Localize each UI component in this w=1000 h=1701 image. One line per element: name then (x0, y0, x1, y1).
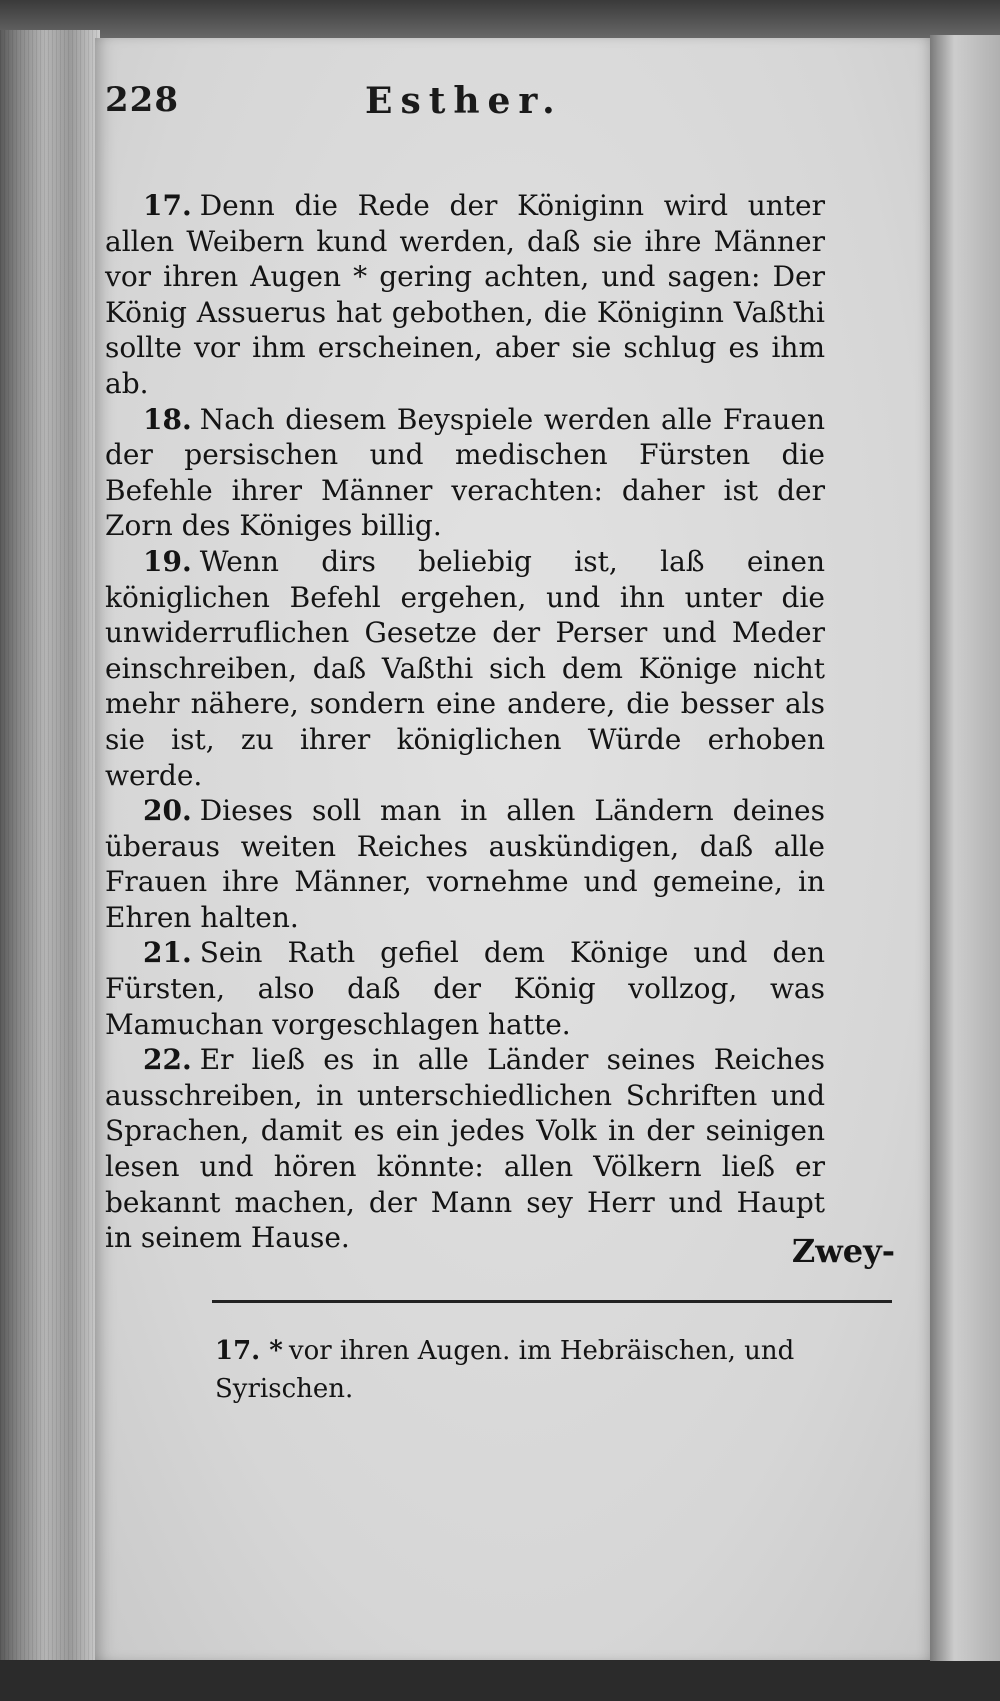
verse-number: 19. (143, 544, 192, 578)
page-body (105, 188, 825, 1256)
footnote (215, 1332, 895, 1408)
verse-text: Nach diesem Beyspiele werden alle Frauen der persischen und medischen Fürsten die Befehle ihrer Männer verachten: daher ist der Zorn des Königes billig. (105, 402, 825, 543)
verse-text: Er ließ es in alle Länder seines Reiches ausschreiben, in unterschiedlichen Schriften und Sprachen, damit es ein jedes Volk in der seinigen lesen und hören könnte: allen Völkern ließ er bekannt machen, der Mann sey Herr und Haupt in seinem Hause. (105, 1043, 825, 1255)
verse-17 (105, 188, 825, 402)
verse-number: 21. (143, 936, 192, 970)
book-page-stack-edge (0, 30, 100, 1660)
facing-page-edge (930, 35, 1000, 1675)
page-header (105, 80, 825, 130)
footnote-reference: 17. * (215, 1336, 283, 1366)
verse-21 (105, 935, 825, 1042)
footnote-text: vor ihren Augen. im Hebräischen, und Syrischen. (215, 1336, 795, 1404)
verse-20 (105, 793, 825, 935)
verse-18 (105, 402, 825, 544)
verse-number: 18. (143, 402, 192, 436)
verse-text: Denn die Rede der Königinn wird unter allen Weibern kund werden, daß sie ihre Männer vor ihren Augen * gering achten, und sagen: Der König Assuerus hat gebothen, die Königinn Vaßthi sollte vor ihm erscheinen, aber sie schlug es ihm ab. (105, 189, 825, 400)
verse-19 (105, 544, 825, 793)
verse-number: 17. (143, 189, 192, 222)
verse-22 (105, 1042, 825, 1256)
scan-bottom-edge (0, 1661, 1000, 1701)
verse-text: Sein Rath gefiel dem Könige und den Fürsten, also daß der König vollzog, was Mamuchan vorgeschlagen hatte. (105, 936, 825, 1041)
footnote-rule (212, 1300, 892, 1303)
verse-number: 22. (143, 1043, 192, 1077)
scan-top-edge (0, 0, 1000, 40)
verse-text: Wenn dirs beliebig ist, laß einen königlichen Befehl ergehen, und ihn unter die unwiderruflichen Gesetze der Perser und Meder einschreiben, daß Vaßthi sich dem Könige nicht mehr nähere, sondern eine andere, die besser als sie ist, zu ihrer königlichen Würde erhoben werde. (105, 544, 825, 792)
running-head: Esther. (365, 80, 563, 122)
verse-text: Dieses soll man in allen Ländern deines überaus weiten Reiches auskündigen, daß alle Frauen ihre Männer, vornehme und gemeine, in Ehren halten. (105, 794, 825, 934)
page-number: 228 (105, 80, 179, 120)
catchword: Zwey- (791, 1232, 895, 1270)
verse-number: 20. (143, 794, 192, 828)
